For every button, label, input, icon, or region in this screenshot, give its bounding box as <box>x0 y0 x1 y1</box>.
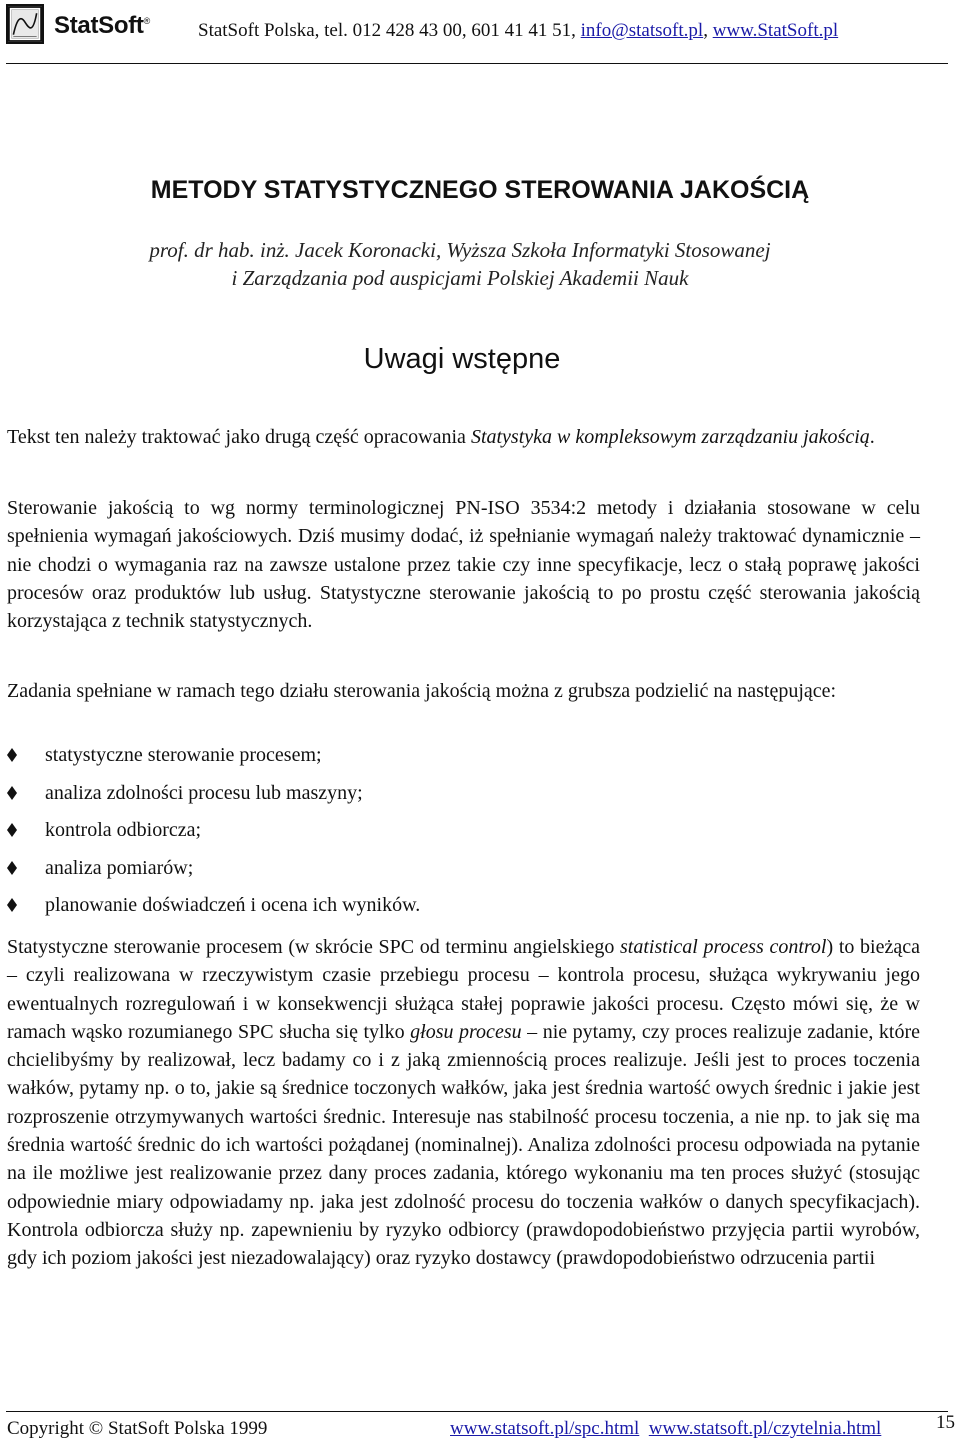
header-divider <box>6 63 948 64</box>
paragraph-definition: Sterowanie jakością to wg normy terminologicznej PN-ISO 3534:2 metody i działania stosowane w celu spełnienia wymagań jakościowych. Dziś musimy dodać, iż spełnianie wymagań należy traktować dynamicznie – nie chodzi o wymagania raz na zawsze ustalone przez takie czy inne specyfikacje, lecz o stałą poprawę jakości procesów oraz produktów lub usług. Statystyczne sterowanie jakością to po prostu część sterowania jakością korzystająca z technik statystycznych. <box>7 497 920 633</box>
paragraph-spc: Statystyczne sterowanie procesem (w skrócie SPC od terminu angielskiego statistical process control) to bieżąca – czyli realizowana w rzeczywistym czasie przebiegu procesu – kontrola procesu, służąca wykrywaniu jego ewentualnych rozregulowań i w konsekwencji służąca stałej poprawie jakości procesu. Często mówi się, że w ramach wąsko rozumianego SPC słucha się tylko głosu procesu – nie pytamy, czy proces realizuje zadanie, które chcielibyśmy by realizował, lecz badamy co i z jaką zmiennością proces realizuje. Jeśli jest to proces toczenia wałków, pytamy np. o to, jakie są średnice toczonych wałków, jaka jest średnia wartość owych średnic i jakie jest rozproszenie otrzymywanych wartości średnic. Interesuje nas stabilność procesu toczenia, a nie np. to jak się ma średnia wartość średnic do ich wartości pożądanej (nominalnej). Analiza zdolności procesu odpowiada na pytanie na ile możliwe jest realizowanie przez dany proces zadania, którego wykonaniu ma ten proces służyć (stosując odpowiednie miary odpowiadamy np. jaka jest zdolność procesu do toczenia wałków o danych specyfikacjach). Kontrola odbiorcza służy np. zapewnieniu by ryzyko odbiorcy (prawdopodobieństwo przyjęcia partii wyrobów, gdy ich poziom jakości jest niezadowalający) oraz ryzyko dostawcy (prawdopodobieństwo odrzucenia partii <box>7 936 920 1270</box>
author-line: prof. dr hab. inż. Jacek Koronacki, Wyższa Szkoła Informatyki Stosowanej <box>149 238 771 262</box>
diamond-bullet-icon <box>7 786 17 800</box>
list-item: analiza pomiarów; <box>7 854 920 892</box>
author-block <box>0 236 920 292</box>
footer-links <box>450 1418 881 1440</box>
footer-divider <box>6 1411 948 1412</box>
diamond-bullet-icon <box>7 861 17 875</box>
list-item: statystyczne sterowanie procesem; <box>7 741 920 779</box>
contact-phone-text: StatSoft Polska, tel. 012 428 43 00, 601 41 41 51, <box>198 20 581 41</box>
paragraph-intro: Tekst ten należy traktować jako drugą część opracowania Statystyka w kompleksowym zarządzaniu jakością. <box>7 426 875 448</box>
czytelnia-link[interactable]: www.statsoft.pl/czytelnia.html <box>648 1418 882 1439</box>
spc-link[interactable]: www.statsoft.pl/spc.html <box>450 1418 640 1439</box>
document-title: METODY STATYSTYCZNEGO STEROWANIA JAKOŚCIĄ <box>150 176 810 204</box>
header-contact: StatSoft Polska, tel. 012 428 43 00, 601 41 41 51, info@statsoft.pl, www.StatSoft.pl <box>198 20 839 41</box>
list-item: kontrola odbiorcza; <box>7 816 920 854</box>
statsoft-logo <box>6 4 186 44</box>
copyright-text: Copyright © StatSoft Polska 1999 <box>7 1418 268 1439</box>
task-list <box>7 741 920 929</box>
page-number: 15 <box>936 1412 955 1433</box>
list-item: analiza zdolności procesu lub maszyny; <box>7 779 920 817</box>
paragraph-tasks: Zadania spełniane w ramach tego działu sterowania jakością można z grubsza podzielić na następujące: <box>7 680 837 702</box>
diamond-bullet-icon <box>7 898 17 912</box>
page-header <box>0 0 960 68</box>
term-italic: statistical process control <box>620 936 827 958</box>
email-link[interactable]: info@statsoft.pl <box>580 20 704 41</box>
website-link[interactable]: www.StatSoft.pl <box>712 20 839 41</box>
diamond-bullet-icon <box>7 748 17 762</box>
cited-title: Statystyka w kompleksowym zarządzaniu jakością <box>470 426 870 448</box>
affiliation-line: i Zarządzania pod auspicjami Polskiej Akademii Nauk <box>231 266 689 290</box>
term-italic: głosu procesu <box>410 1020 522 1043</box>
logo-text: StatSoft® <box>54 12 150 39</box>
diamond-bullet-icon <box>7 823 17 837</box>
logo-mark-icon <box>6 4 44 44</box>
list-item: planowanie doświadczeń i ocena ich wyników. <box>7 891 920 929</box>
section-heading: Uwagi wstępne <box>363 343 561 375</box>
